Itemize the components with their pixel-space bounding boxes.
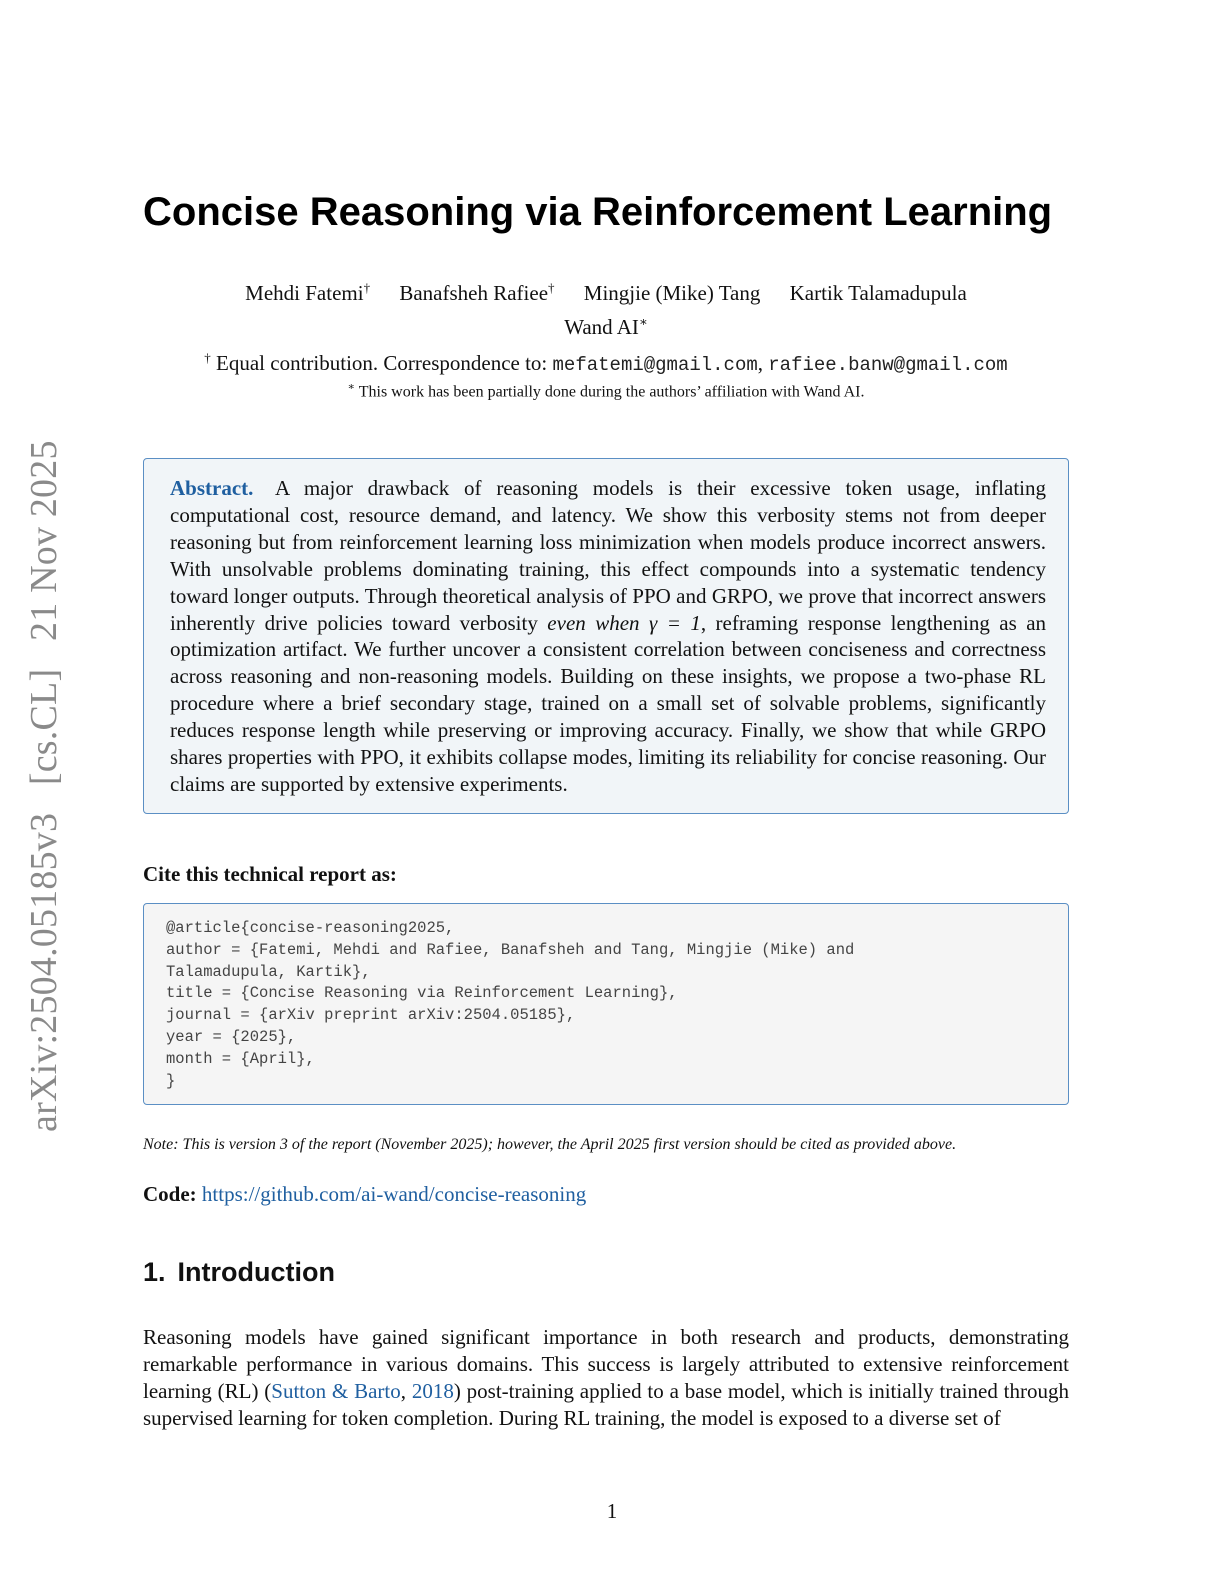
abstract-box [143,458,1069,814]
bibtex-block [143,903,1069,1105]
bibtex-line: title = {Concise Reasoning via Reinforcement Learning}, [166,984,678,1003]
affiliation-footnote: ∗ This work has been partially done during the authors’ affiliation with Wand AI. [347,381,865,401]
paper-title: Concise Reasoning via Reinforcement Learning [143,190,1053,234]
section-number: 1. [143,1257,166,1287]
email-link-2[interactable]: rafiee.banw@gmail.com [768,354,1008,376]
abstract-text-continued: , reframing response lengthening as an optimization artifact. We further uncover a consistent correlation between conciseness and correctness across reasoning and non-reasoning models. Building on these insights, we propose a two-phase RL procedure where a brief secondary stage, trained on a small set of solvable problems, significantly reduces response length while preserving or improving accuracy. Finally, we show that while GRPO shares properties with PPO, it exhibits collapse modes, limiting its reliability for concise reasoning. Our claims are supported by extensive experiments. [170,610,1047,796]
affiliation: Wand AI∗ [564,314,648,339]
abstract-emphasis: even when [547,610,640,635]
citation-link-author[interactable]: Sutton & Barto [271,1378,401,1403]
author-list [143,280,1069,306]
arxiv-date: 21 Nov 2025 [23,440,65,641]
abstract-label: Abstract. [170,476,254,500]
code-repository-link[interactable]: https://github.com/ai-wand/concise-reasoning [201,1182,587,1206]
bibtex-line: month = {April}, [166,1049,315,1068]
citation-link-year[interactable]: 2018 [411,1378,454,1403]
section-title: Introduction [177,1257,335,1287]
cite-heading: Cite this technical report as: [143,862,397,886]
bibtex-line: Talamadupula, Kartik}, [166,962,371,981]
arxiv-sidebar-identifier [22,422,66,1132]
author-4: Kartik Talamadupula [789,281,967,305]
abstract-text: A major drawback of reasoning models is their excessive token usage, inflating computational cost, resource demand, and latency. We show this verbosity stems not from deeper reasoning but from reinforcement learning loss minimization when models produce incorrect answers. With unsolvable problems dominating training, this effect compounds into a systematic tendency toward longer outputs. Through theoretical analysis of PPO and GRPO, we prove that incorrect answers inherently drive policies toward verbosity [170,476,1047,635]
introduction-paragraph: Reasoning models have gained significant importance in both research and products, demonstrating remarkable performance in various domains. This success is largely attributed to extensive reinforcement learning (RL) (Sutton & Barto, 2018) post-training applied to a base model, which is initially trained through supervised learning for token completion. During RL training, the model is exposed to a diverse set of [143,1325,1069,1430]
arxiv-id: arXiv:2504.05185v3 [23,812,65,1132]
arxiv-category: [cs.CL] [23,668,65,786]
bibtex-line: @article{concise-reasoning2025, [166,919,455,937]
bibtex-line: } [166,1071,176,1090]
bibtex-line: year = {2025}, [166,1027,297,1046]
bibtex-line: journal = {arXiv preprint arXiv:2504.05185}, [166,1006,576,1025]
page-number: 1 [606,1499,618,1523]
author-2: Banafsheh Rafiee† [399,280,555,305]
email-link-1[interactable]: mefatemi@gmail.com [552,354,758,376]
abstract-math: γ = 1 [648,610,701,635]
bibtex-line: author = {Fatemi, Mehdi and Rafiee, Banafsheh and Tang, Mingjie (Mike) and [166,940,855,959]
version-note: Note: This is version 3 of the report (November 2025); however, the April 2025 first version should be cited as provided above. [143,1136,957,1153]
code-label: Code: [143,1182,197,1206]
section-heading-introduction [143,1257,335,1288]
code-link-line [143,1182,586,1207]
author-1: Mehdi Fatemi† [245,280,371,305]
correspondence-line: † Equal contribution. Correspondence to: mefatemi@gmail.com, rafiee.banw@gmail.com [204,350,1008,376]
author-3: Mingjie (Mike) Tang [583,281,761,305]
